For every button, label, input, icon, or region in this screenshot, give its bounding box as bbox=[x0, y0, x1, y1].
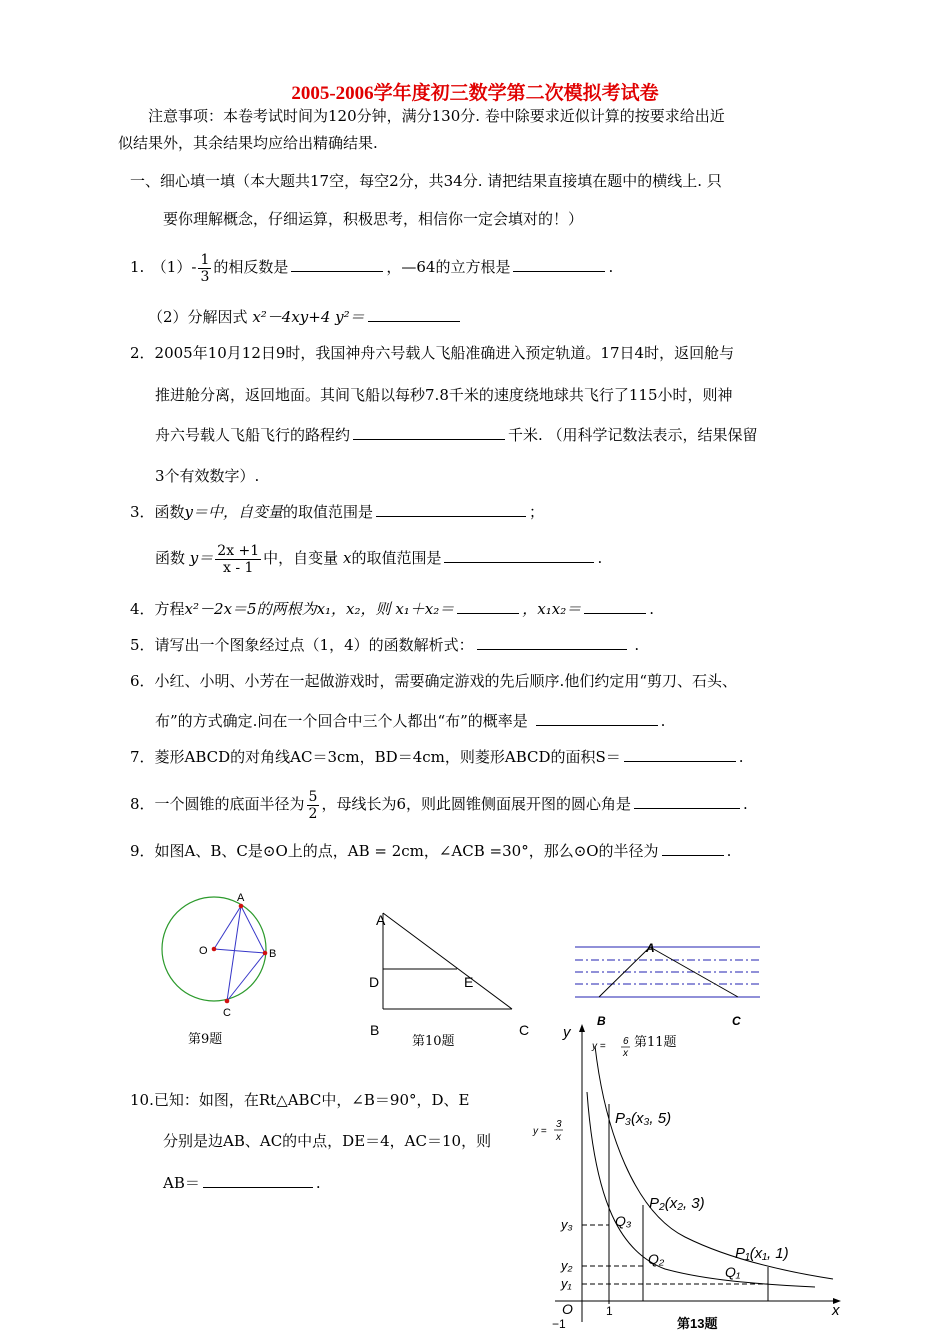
question-8 bbox=[130, 786, 748, 822]
q2-answer-blank[interactable] bbox=[353, 425, 505, 440]
q10-line-3-text: AB＝ bbox=[163, 1174, 200, 1192]
q8-fraction bbox=[307, 789, 320, 822]
q1a-prefix: 1. （1）- bbox=[130, 258, 197, 276]
q2-line-3 bbox=[155, 425, 758, 445]
q7-text: 7．菱形ABCD的对角线AC＝3cm，BD＝4cm，则菱形ABCD的面积S＝ bbox=[130, 748, 621, 766]
curve-y-6-over-x bbox=[595, 1046, 833, 1279]
q2-line-3-post: 千米. （用科学记数法表示，结果保留 bbox=[508, 426, 758, 444]
question-5 bbox=[130, 635, 639, 655]
q4-end: . bbox=[649, 600, 654, 618]
minus-one-label: −1 bbox=[552, 1317, 566, 1331]
q8-pre: 8．一个圆锥的底面半径为 bbox=[130, 795, 305, 813]
point-b bbox=[263, 951, 268, 956]
notice-line-1: 注意事项：本卷考试时间为120分钟，满分130分. 卷中除要求近似计算的按要求给出近 bbox=[148, 107, 725, 125]
curve2-denominator: x bbox=[556, 1132, 561, 1143]
q7-answer-blank[interactable] bbox=[624, 747, 736, 762]
q10-line-3 bbox=[163, 1173, 321, 1193]
label-p1: P₁(x₁, 1) bbox=[735, 1245, 789, 1262]
label-q1: Q₁ bbox=[725, 1264, 741, 1280]
curve1-denominator: x bbox=[623, 1048, 628, 1059]
q2-line-2: 推进舱分离，返回地面。其间飞船以每秒7.8千米的速度绕地球共飞行了115小时，则神 bbox=[155, 386, 733, 404]
label-p3: P₃(x₃, 5) bbox=[615, 1110, 672, 1127]
q5-text: 5．请写出一个图象经过点（1，4）的函数解析式： bbox=[130, 636, 474, 654]
q3a-pre: 3．函数 bbox=[130, 503, 185, 521]
question-1a bbox=[130, 250, 613, 285]
figure-13-graph bbox=[525, 1022, 845, 1340]
q4-answer-blank-2[interactable] bbox=[584, 599, 646, 614]
curve2-numerator: 3 bbox=[556, 1119, 562, 1130]
origin-label: O bbox=[562, 1301, 573, 1317]
q8-frac-den: 2 bbox=[308, 805, 318, 822]
label-q3: Q₃ bbox=[615, 1213, 632, 1229]
label-c: C bbox=[519, 1022, 530, 1038]
q6-line-1: 6．小红、小明、小芳在一起做游戏时，需要确定游戏的先后顺序.他们约定用“剪刀、石头、 bbox=[130, 672, 737, 690]
x-axis-label: x bbox=[832, 1302, 840, 1319]
q3a-mid: y＝中，自变量 bbox=[184, 503, 284, 521]
q1a-mid: 的相反数是 bbox=[213, 258, 289, 276]
q1b-expression: x²－4xy+4 y²＝ bbox=[252, 308, 365, 326]
q6-line-2-text: 布”的方式确定.问在一个回合中三个人都出“布”的概率是 bbox=[155, 712, 528, 730]
q9-end: . bbox=[726, 842, 732, 860]
label-p2: P₂(x₂, 3) bbox=[649, 1195, 705, 1212]
curve1-label-y: y = bbox=[592, 1041, 606, 1052]
figure-9-circle bbox=[150, 888, 290, 1028]
q6-answer-blank[interactable] bbox=[536, 711, 658, 726]
section-1-line-1: 一、细心填一填（本大题共17空，每空2分，共34分. 请把结果直接填在题中的横线上. 只 bbox=[130, 172, 722, 190]
label-y1: y₁ bbox=[561, 1276, 572, 1291]
q5-answer-blank[interactable] bbox=[477, 635, 627, 650]
q3b-frac-den: x - 1 bbox=[223, 559, 254, 576]
label-o: O bbox=[199, 945, 208, 957]
section-1-line-2: 要你理解概念，仔细运算，积极思考，相信你一定会填对的！） bbox=[163, 210, 584, 228]
q1a-frac-num: 1 bbox=[200, 251, 210, 268]
label-a: A bbox=[376, 912, 386, 928]
q3b-frac-num: 2x +1 bbox=[217, 542, 260, 559]
q2-line-3-pre: 舟六号载人飞船飞行的路程约 bbox=[155, 426, 351, 444]
label-c: C bbox=[223, 1007, 231, 1019]
question-7 bbox=[130, 747, 744, 767]
figure-9-caption: 第9题 bbox=[188, 1032, 223, 1047]
q1b-prefix: （2）分解因式 bbox=[148, 308, 248, 326]
q4-pre: 4．方程 bbox=[130, 600, 185, 618]
question-3a bbox=[130, 502, 544, 522]
question-1b bbox=[148, 307, 463, 327]
point-c bbox=[225, 999, 230, 1004]
label-q2: Q₂ bbox=[648, 1251, 665, 1267]
q2-line-1: 2．2005年10月12日9时，我国神舟六号载人飞船准确进入预定轨道。17日4时，返回舱与 bbox=[130, 344, 735, 362]
q3b-end: . bbox=[597, 549, 603, 567]
q3b-answer-blank[interactable] bbox=[444, 548, 594, 563]
curve1-numerator: 6 bbox=[623, 1036, 629, 1047]
y-axis-arrow bbox=[579, 1024, 585, 1032]
figure-11-caption: 第11题 bbox=[634, 1035, 677, 1050]
label-y2: y₂ bbox=[561, 1258, 573, 1273]
q4-sum: x₁＋x₂＝ bbox=[395, 600, 455, 618]
q3a-answer-blank[interactable] bbox=[376, 502, 526, 517]
figure-13-caption: 第13题 bbox=[677, 1316, 718, 1331]
q9-text: 9．如图A、B、C是⊙O上的点，AB = 2cm，∠ACB =30°，那么⊙O的半径为 bbox=[130, 842, 659, 860]
segment-ob bbox=[214, 949, 265, 953]
page-title: 2005-2006学年度初三数学第二次模拟考试卷 bbox=[291, 83, 659, 104]
q3b-post: 中，自变量 bbox=[263, 549, 339, 567]
question-9 bbox=[130, 841, 731, 861]
q8-answer-blank[interactable] bbox=[634, 794, 740, 809]
q5-end: . bbox=[634, 636, 640, 654]
label-b: B bbox=[269, 948, 277, 960]
notice-line-2: 似结果外，其余结果均应给出精确结果. bbox=[118, 134, 378, 152]
q8-post: ，母线长为6，则此圆锥侧面展开图的圆心角是 bbox=[321, 795, 632, 813]
figure-11-parallel-lines bbox=[570, 938, 770, 1032]
q4-answer-blank-1[interactable] bbox=[457, 599, 519, 614]
q3a-post: 的取值范围是 bbox=[283, 503, 374, 521]
q4-product: ，x₁x₂＝ bbox=[522, 600, 582, 618]
q7-end: . bbox=[738, 748, 744, 766]
question-4 bbox=[130, 599, 654, 619]
q10-end: . bbox=[315, 1174, 321, 1192]
q1a-post: ，—64的立方根是 bbox=[386, 258, 511, 276]
q3b-y: y＝ bbox=[189, 549, 214, 567]
q4-roots: x₁，x₂，则 bbox=[316, 600, 391, 618]
q10-line-2: 分别是边AB、AC的中点，DE＝4，AC＝10，则 bbox=[163, 1132, 492, 1150]
q8-end: . bbox=[743, 795, 748, 813]
label-e: E bbox=[464, 974, 474, 990]
label-b: B bbox=[597, 1014, 606, 1028]
q3b-fraction bbox=[215, 543, 261, 576]
side-ac bbox=[383, 913, 512, 1009]
q1b-answer-blank[interactable] bbox=[368, 307, 460, 322]
question-3b bbox=[155, 540, 602, 576]
label-b: B bbox=[370, 1022, 380, 1038]
q1a-answer-blank-2[interactable] bbox=[513, 257, 605, 272]
y-axis-label: y bbox=[563, 1024, 571, 1041]
q8-frac-num: 5 bbox=[308, 788, 318, 805]
q10-answer-blank[interactable] bbox=[203, 1173, 313, 1188]
q2-line-4: 3个有效数字）. bbox=[155, 467, 260, 485]
q1a-end: . bbox=[608, 258, 614, 276]
point-a bbox=[239, 904, 244, 909]
segment-ab bbox=[241, 906, 265, 953]
q1a-answer-blank-1[interactable] bbox=[291, 257, 383, 272]
label-a: A bbox=[646, 941, 655, 955]
q3b-x: x bbox=[342, 549, 352, 567]
q6-line-2 bbox=[155, 711, 665, 731]
q1a-fraction bbox=[198, 252, 211, 285]
one-label: 1 bbox=[606, 1304, 613, 1318]
point-o bbox=[212, 947, 217, 952]
q4-equation: x²－2x＝5的两根为 bbox=[184, 600, 317, 618]
q6-end: . bbox=[660, 712, 666, 730]
q10-line-1: 10.已知：如图，在Rt△ABC中，∠B＝90°，D、E bbox=[130, 1091, 470, 1109]
curve2-label-y: y = bbox=[533, 1126, 547, 1137]
label-c: C bbox=[732, 1014, 741, 1028]
q3a-end: ； bbox=[529, 503, 545, 521]
segment-ao bbox=[214, 906, 241, 949]
figure-10-triangle bbox=[366, 905, 546, 1040]
q1a-frac-den: 3 bbox=[200, 268, 210, 285]
q9-answer-blank[interactable] bbox=[662, 841, 724, 856]
label-a: A bbox=[237, 892, 245, 904]
label-y3: y₃ bbox=[561, 1217, 573, 1232]
q3b-post2: 的取值范围是 bbox=[351, 549, 442, 567]
q3b-pre: 函数 bbox=[155, 549, 186, 567]
label-d: D bbox=[369, 974, 380, 990]
figure-10-caption: 第10题 bbox=[412, 1034, 455, 1049]
